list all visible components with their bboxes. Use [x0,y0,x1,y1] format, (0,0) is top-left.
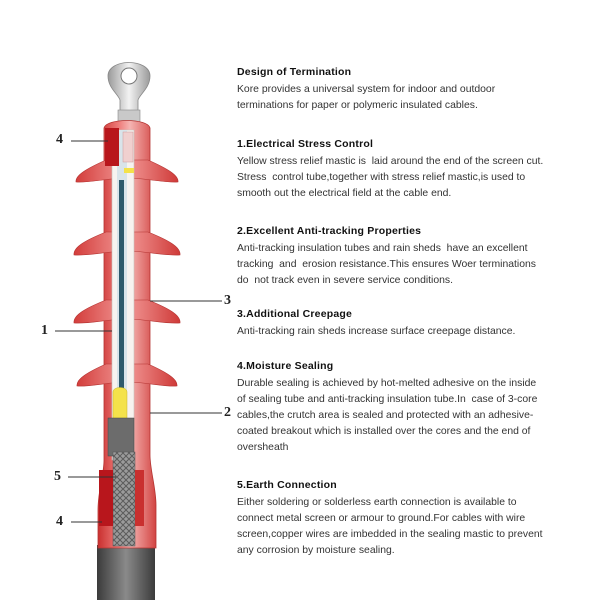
cable-oversheath [97,545,155,600]
stress-control-tube [108,418,134,456]
body-line: do not track even in severe service conditions. [237,275,454,286]
section-stress-control [237,138,587,202]
body-line: Durable sealing is achieved by hot-melted adhesive on the inside [237,378,537,389]
body-line: Stress control tube,together with stress relief mastic,is used to [237,172,526,183]
body-line: Either soldering or solderless earth connection is available to [237,497,517,508]
section-body [237,376,587,456]
callout-5: 5 [54,469,61,484]
section-anti-tracking [237,225,587,289]
section-earth-connection [237,479,587,559]
section-body [237,82,587,114]
section-body [237,241,587,289]
section-creepage [237,308,587,340]
body-line: cables,the crutch area is sealed and protected with an adhesive- [237,410,534,421]
section-body [237,154,587,202]
body-line: Anti-tracking insulation tubes and rain sheds have an excellent [237,243,528,254]
callout-3: 3 [224,293,231,308]
callout-2: 2 [224,405,231,420]
body-line: oversheath [237,442,289,453]
body-line: Yellow stress relief mastic is laid around the end of the screen cut. [237,156,544,167]
callout-4-top: 4 [56,132,63,147]
bottom-sealing-mastic [99,470,113,526]
body-line: connect metal screen or armour to ground.For cables with wire [237,513,526,524]
section-moisture-sealing [237,360,587,456]
body-line: Kore provides a universal system for indoor and outdoor [237,84,496,95]
section-title: 5.Earth Connection [237,479,337,491]
callout-1: 1 [41,323,48,338]
section-title: 4.Moisture Sealing [237,360,334,372]
section-title: 2.Excellent Anti-tracking Properties [237,225,422,237]
stress-relief-mastic [113,388,127,423]
body-line: screen,copper wires are imbedded in the sealing mastic to prevent [237,529,543,540]
earth-braid [113,452,135,546]
body-line: smooth out the electrical field at the cable end. [237,188,452,199]
body-line: any corrosion by moisture sealing. [237,545,395,556]
callout-4-bottom: 4 [56,514,63,529]
body-line: tracking and erosion resistance.This ensures Woer terminations [237,259,536,270]
section-body [237,495,587,559]
body-line: Anti-tracking rain sheds increase surface creepage distance. [237,326,516,337]
section-design [237,66,587,114]
body-line: of sealing tube and anti-tracking insulation tube.In case of 3-core [237,394,538,405]
top-sealing-mastic [105,128,119,166]
section-title: 3.Additional Creepage [237,308,353,320]
terminal-lug [108,63,150,125]
body-line: coated breakout which is installed over the cores and the end of [237,426,531,437]
body-line: terminations for paper or polymeric insulated cables. [237,100,478,111]
section-title: 1.Electrical Stress Control [237,138,374,150]
section-body [237,324,587,340]
section-title: Design of Termination [237,66,352,78]
